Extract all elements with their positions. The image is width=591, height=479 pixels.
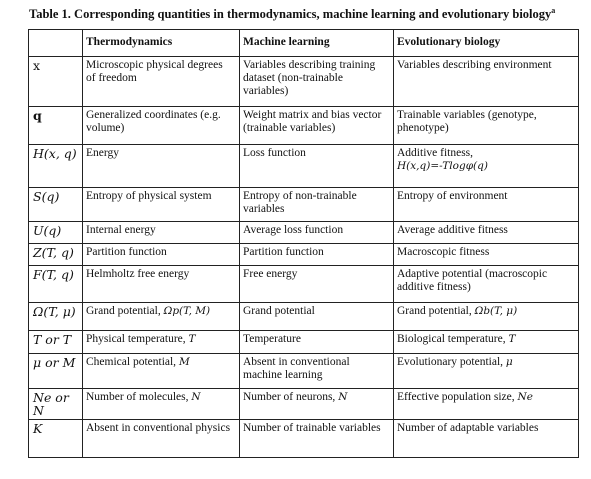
table-row — [29, 222, 579, 244]
row-symbol: H(x, q) — [29, 145, 83, 188]
header-symbol — [29, 30, 83, 57]
cell-machine-learning: Loss function — [240, 145, 394, 188]
header-evolutionary-biology: Evolutionary biology — [394, 30, 579, 57]
quantities-table — [28, 29, 579, 458]
header-thermodynamics: Thermodynamics — [83, 30, 240, 57]
row-symbol: Ne or N — [29, 389, 83, 420]
cell-symbol: μ — [505, 356, 513, 368]
cell-thermodynamics — [83, 303, 240, 331]
table-row — [29, 420, 579, 458]
cell-evolutionary-biology: Entropy of environment — [394, 188, 579, 222]
cell-machine-learning — [240, 389, 394, 420]
cell-evolutionary-biology — [394, 354, 579, 389]
table-caption — [29, 6, 555, 22]
cell-symbol: N — [191, 391, 201, 403]
cell-evolutionary-biology: Average additive fitness — [394, 222, 579, 244]
cell-text: Physical temperature, — [86, 333, 186, 345]
cell-thermodynamics: Absent in conventional physics — [83, 420, 240, 458]
cell-text: Grand potential, — [86, 305, 161, 317]
cell-evolutionary-biology: Adaptive potential (macroscopic additive fitness) — [394, 266, 579, 303]
table-caption-footnote: a — [551, 6, 556, 15]
cell-evolutionary-biology: Macroscopic fitness — [394, 244, 579, 266]
row-symbol: x — [29, 57, 83, 107]
cell-text: Number of neurons, — [243, 391, 336, 403]
table-header-row — [29, 30, 579, 57]
row-symbol: Ω(T, μ) — [29, 303, 83, 331]
table-row — [29, 145, 579, 188]
row-symbol: Z(T, q) — [29, 244, 83, 266]
cell-evolutionary-biology — [394, 303, 579, 331]
cell-thermodynamics — [83, 354, 240, 389]
cell-symbol: M — [178, 356, 190, 368]
table-row — [29, 389, 579, 420]
cell-thermodynamics: Entropy of physical system — [83, 188, 240, 222]
cell-machine-learning: Partition function — [240, 244, 394, 266]
cell-text: Chemical potential, — [86, 356, 177, 368]
cell-machine-learning: Absent in conventional machine learning — [240, 354, 394, 389]
cell-thermodynamics — [83, 389, 240, 420]
cell-evolutionary-biology: Variables describing environment — [394, 57, 579, 107]
cell-thermodynamics: Partition function — [83, 244, 240, 266]
cell-machine-learning: Weight matrix and bias vector (trainable variables) — [240, 107, 394, 145]
cell-evolutionary-biology: Number of adaptable variables — [394, 420, 579, 458]
cell-symbol: N — [338, 391, 348, 403]
cell-evolutionary-biology — [394, 145, 579, 188]
cell-machine-learning: Entropy of non-trainable variables — [240, 188, 394, 222]
cell-machine-learning: Grand potential — [240, 303, 394, 331]
row-symbol: q — [29, 107, 83, 145]
cell-thermodynamics: Energy — [83, 145, 240, 188]
cell-evolutionary-biology — [394, 389, 579, 420]
row-symbol: U(q) — [29, 222, 83, 244]
cell-text: Number of molecules, — [86, 391, 189, 403]
cell-symbol: Ne — [517, 391, 533, 403]
cell-machine-learning: Temperature — [240, 331, 394, 354]
cell-symbol: T — [508, 333, 516, 345]
table-row — [29, 244, 579, 266]
cell-symbol: Ωp(T, M) — [163, 305, 211, 317]
cell-text: Grand potential, — [397, 305, 472, 317]
cell-thermodynamics: Microscopic physical degrees of freedom — [83, 57, 240, 107]
cell-evolutionary-biology — [394, 331, 579, 354]
cell-text: Effective population size, — [397, 391, 515, 403]
table-row — [29, 303, 579, 331]
cell-thermodynamics: Generalized coordinates (e.g. volume) — [83, 107, 240, 145]
cell-machine-learning: Number of trainable variables — [240, 420, 394, 458]
table-caption-text: Table 1. Corresponding quantities in thermodynamics, machine learning and evolutionary biology — [29, 7, 552, 22]
table-row — [29, 354, 579, 389]
cell-thermodynamics: Internal energy — [83, 222, 240, 244]
row-symbol: μ or M — [29, 354, 83, 389]
cell-symbol: T — [188, 333, 196, 345]
table-row — [29, 266, 579, 303]
cell-thermodynamics: Helmholtz free energy — [83, 266, 240, 303]
table-row — [29, 331, 579, 354]
cell-formula: H(x,q)=-Tlogφ(q) — [397, 160, 488, 172]
table-row — [29, 57, 579, 107]
cell-machine-learning: Average loss function — [240, 222, 394, 244]
cell-thermodynamics — [83, 331, 240, 354]
cell-text: Additive fitness, — [397, 147, 474, 159]
table-row — [29, 107, 579, 145]
row-symbol: T or T — [29, 331, 83, 354]
row-symbol: S(q) — [29, 188, 83, 222]
cell-text: Biological temperature, — [397, 333, 506, 345]
row-symbol: F(T, q) — [29, 266, 83, 303]
cell-symbol: Ωb(T, μ) — [474, 305, 518, 317]
cell-machine-learning: Free energy — [240, 266, 394, 303]
table-row — [29, 188, 579, 222]
row-symbol: K — [29, 420, 83, 458]
header-machine-learning: Machine learning — [240, 30, 394, 57]
cell-machine-learning: Variables describing training dataset (non-trainable variables) — [240, 57, 394, 107]
cell-text: Evolutionary potential, — [397, 356, 504, 368]
cell-evolutionary-biology: Trainable variables (genotype, phenotype) — [394, 107, 579, 145]
